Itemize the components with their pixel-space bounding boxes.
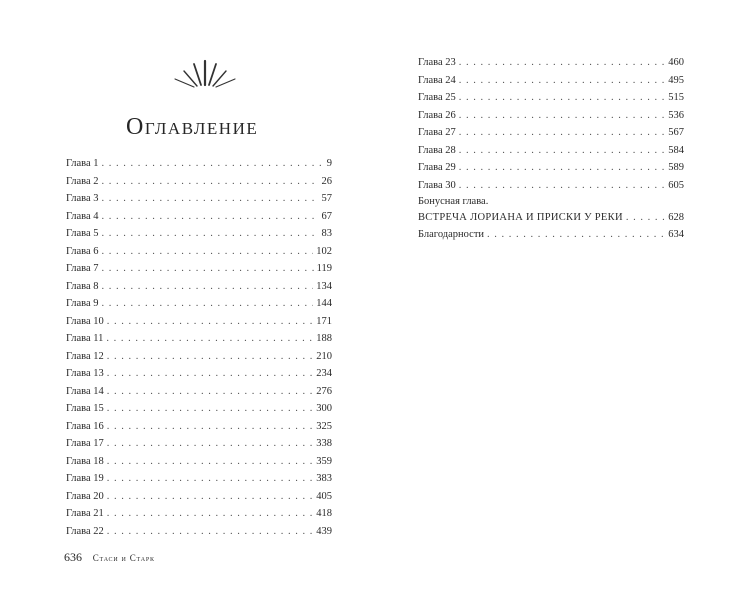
- chapter-label: Глава 1: [66, 158, 99, 169]
- leader-dots: [107, 488, 313, 506]
- toc-entry[interactable]: [418, 124, 684, 142]
- toc-entry[interactable]: [418, 89, 684, 107]
- leader-dots: [107, 365, 313, 383]
- leader-dots: [102, 225, 319, 243]
- chapter-label: Глава 18: [66, 455, 104, 467]
- chapter-label: Глава 11: [66, 333, 104, 344]
- leader-dots: [107, 435, 313, 453]
- chapter-label: Глава 24: [418, 74, 456, 86]
- chapter-label: Глава 21: [66, 508, 104, 519]
- toc-entry[interactable]: [66, 365, 332, 383]
- chapter-label: Глава 19: [66, 473, 104, 484]
- leader-dots: [107, 523, 313, 541]
- chapter-label: Глава 9: [66, 298, 99, 309]
- leader-dots: [102, 278, 314, 296]
- leader-dots: [626, 209, 665, 227]
- chapter-page-number: 134: [316, 280, 332, 292]
- toc-entry[interactable]: [418, 72, 684, 90]
- toc-entry[interactable]: [66, 173, 332, 191]
- leader-dots: [102, 208, 319, 226]
- leader-dots: [102, 155, 324, 173]
- leader-dots: [106, 330, 313, 348]
- acknowledgements-entry[interactable]: [418, 226, 684, 244]
- chapter-page-number: 359: [316, 455, 332, 467]
- chapter-label: Глава 17: [66, 438, 104, 449]
- chapter-page-number: 234: [316, 368, 332, 379]
- leader-dots: [107, 313, 313, 331]
- chapter-page-number: 405: [316, 490, 332, 502]
- chapter-page-number: 210: [316, 350, 332, 362]
- chapter-page-number: 102: [316, 245, 332, 257]
- toc-list-left: [66, 155, 332, 540]
- toc-entry[interactable]: [66, 225, 332, 243]
- toc-entry[interactable]: [66, 208, 332, 226]
- chapter-page-number: 26: [321, 175, 332, 187]
- chapter-label: Глава 7: [66, 263, 99, 274]
- bonus-title: ВСТРЕЧА ЛОРИАНА И ПРИСКИ У РЕКИ: [418, 212, 623, 223]
- leader-dots: [107, 453, 313, 471]
- chapter-page-number: 119: [316, 263, 332, 274]
- leader-dots: [459, 142, 665, 160]
- leader-dots: [102, 243, 314, 261]
- chapter-page-number: 83: [321, 228, 332, 239]
- chapter-label: Глава 22: [66, 525, 104, 537]
- leader-dots: [107, 505, 313, 523]
- toc-entry[interactable]: [66, 453, 332, 471]
- chapter-label: Глава 20: [66, 490, 104, 502]
- chapter-page-number: 495: [668, 74, 684, 86]
- toc-entry[interactable]: [66, 313, 332, 331]
- leader-dots: [459, 159, 665, 177]
- chapter-page-number: 9: [326, 158, 332, 169]
- chapter-page-number: 188: [316, 333, 332, 344]
- toc-entry[interactable]: [66, 190, 332, 208]
- toc-entry[interactable]: [66, 243, 332, 261]
- leader-dots: [102, 295, 314, 313]
- chapter-label: Глава 13: [66, 368, 104, 379]
- leader-dots: [102, 190, 319, 208]
- chapter-label: Глава 30: [418, 179, 456, 191]
- chapter-page-number: 171: [316, 315, 332, 327]
- chapter-page-number: 67: [321, 210, 332, 222]
- toc-entry[interactable]: [418, 142, 684, 160]
- sunburst-ornament-icon: [170, 55, 240, 89]
- acknowledgements-label: Благодарности: [418, 229, 485, 240]
- bonus-chapter-entry[interactable]: [418, 195, 684, 227]
- leader-dots: [107, 418, 313, 436]
- toc-entry[interactable]: [66, 295, 332, 313]
- toc-entry[interactable]: [66, 330, 332, 348]
- toc-entry[interactable]: [66, 523, 332, 541]
- leader-dots: [107, 470, 313, 488]
- toc-entry[interactable]: [66, 505, 332, 523]
- chapter-page-number: 338: [316, 438, 332, 449]
- toc-entry[interactable]: [418, 177, 684, 195]
- chapter-label: Глава 26: [418, 109, 456, 121]
- toc-entry[interactable]: [66, 470, 332, 488]
- leader-dots: [107, 348, 313, 366]
- chapter-page-number: 439: [316, 525, 332, 537]
- toc-entry[interactable]: [66, 400, 332, 418]
- chapter-label: Глава 12: [66, 350, 104, 362]
- acknowledgements-row: [418, 226, 684, 244]
- leader-dots: [459, 89, 665, 107]
- chapter-page-number: 300: [316, 403, 332, 414]
- toc-entry[interactable]: [66, 260, 332, 278]
- chapter-page-number: 460: [668, 57, 684, 68]
- chapter-label: Глава 23: [418, 57, 456, 68]
- bonus-page-number: 628: [668, 212, 684, 223]
- chapter-label: Глава 5: [66, 228, 99, 239]
- chapter-page-number: 276: [316, 385, 332, 397]
- leader-dots: [107, 400, 313, 418]
- chapter-page-number: 383: [316, 473, 332, 484]
- leader-dots: [102, 260, 314, 278]
- leader-dots: [459, 107, 665, 125]
- chapter-label: Глава 14: [66, 385, 104, 397]
- toc-entry[interactable]: [66, 155, 332, 173]
- chapter-label: Глава 8: [66, 280, 99, 292]
- toc-entry[interactable]: [66, 488, 332, 506]
- chapter-label: Глава 16: [66, 420, 104, 432]
- leader-dots: [107, 383, 313, 401]
- toc-entry[interactable]: [66, 418, 332, 436]
- acknowledgements-page-number: 634: [668, 229, 684, 240]
- chapter-page-number: 57: [321, 193, 332, 204]
- toc-entry[interactable]: [66, 278, 332, 296]
- chapter-page-number: 584: [668, 144, 684, 156]
- chapter-label: Глава 28: [418, 144, 456, 156]
- bonus-label: Бонусная глава.: [418, 196, 489, 207]
- bonus-title-row: [418, 209, 684, 227]
- leader-dots: [102, 173, 319, 191]
- leader-dots: [459, 177, 665, 195]
- chapter-label: Глава 25: [418, 92, 456, 103]
- chapter-page-number: 589: [668, 162, 684, 173]
- leader-dots: [459, 72, 665, 90]
- toc-entry[interactable]: [418, 159, 684, 177]
- chapter-label: Глава 2: [66, 175, 99, 187]
- leader-dots: [459, 54, 665, 72]
- page-title: Оглавление: [126, 114, 259, 141]
- chapter-label: Глава 10: [66, 315, 104, 327]
- running-head: Стаси и Старк: [92, 553, 155, 563]
- page-footer: [64, 550, 155, 565]
- chapter-page-number: 605: [668, 179, 684, 191]
- toc-entry[interactable]: [66, 383, 332, 401]
- chapter-label: Глава 3: [66, 193, 99, 204]
- chapter-page-number: 144: [316, 298, 332, 309]
- chapter-page-number: 515: [668, 92, 684, 103]
- toc-entry[interactable]: [66, 348, 332, 366]
- chapter-page-number: 325: [316, 420, 332, 432]
- chapter-page-number: 418: [316, 508, 332, 519]
- toc-entry[interactable]: [418, 107, 684, 125]
- chapter-label: Глава 6: [66, 245, 99, 257]
- chapter-label: Глава 27: [418, 127, 456, 138]
- chapter-page-number: 536: [668, 109, 684, 121]
- chapter-page-number: 567: [668, 127, 684, 138]
- chapter-label: Глава 29: [418, 162, 456, 173]
- toc-list-right: [418, 54, 684, 194]
- toc-entry[interactable]: [418, 54, 684, 72]
- toc-entry[interactable]: [66, 435, 332, 453]
- page-number: 636: [64, 550, 82, 564]
- leader-dots: [459, 124, 665, 142]
- chapter-label: Глава 15: [66, 403, 104, 414]
- leader-dots: [487, 226, 665, 244]
- chapter-label: Глава 4: [66, 210, 99, 222]
